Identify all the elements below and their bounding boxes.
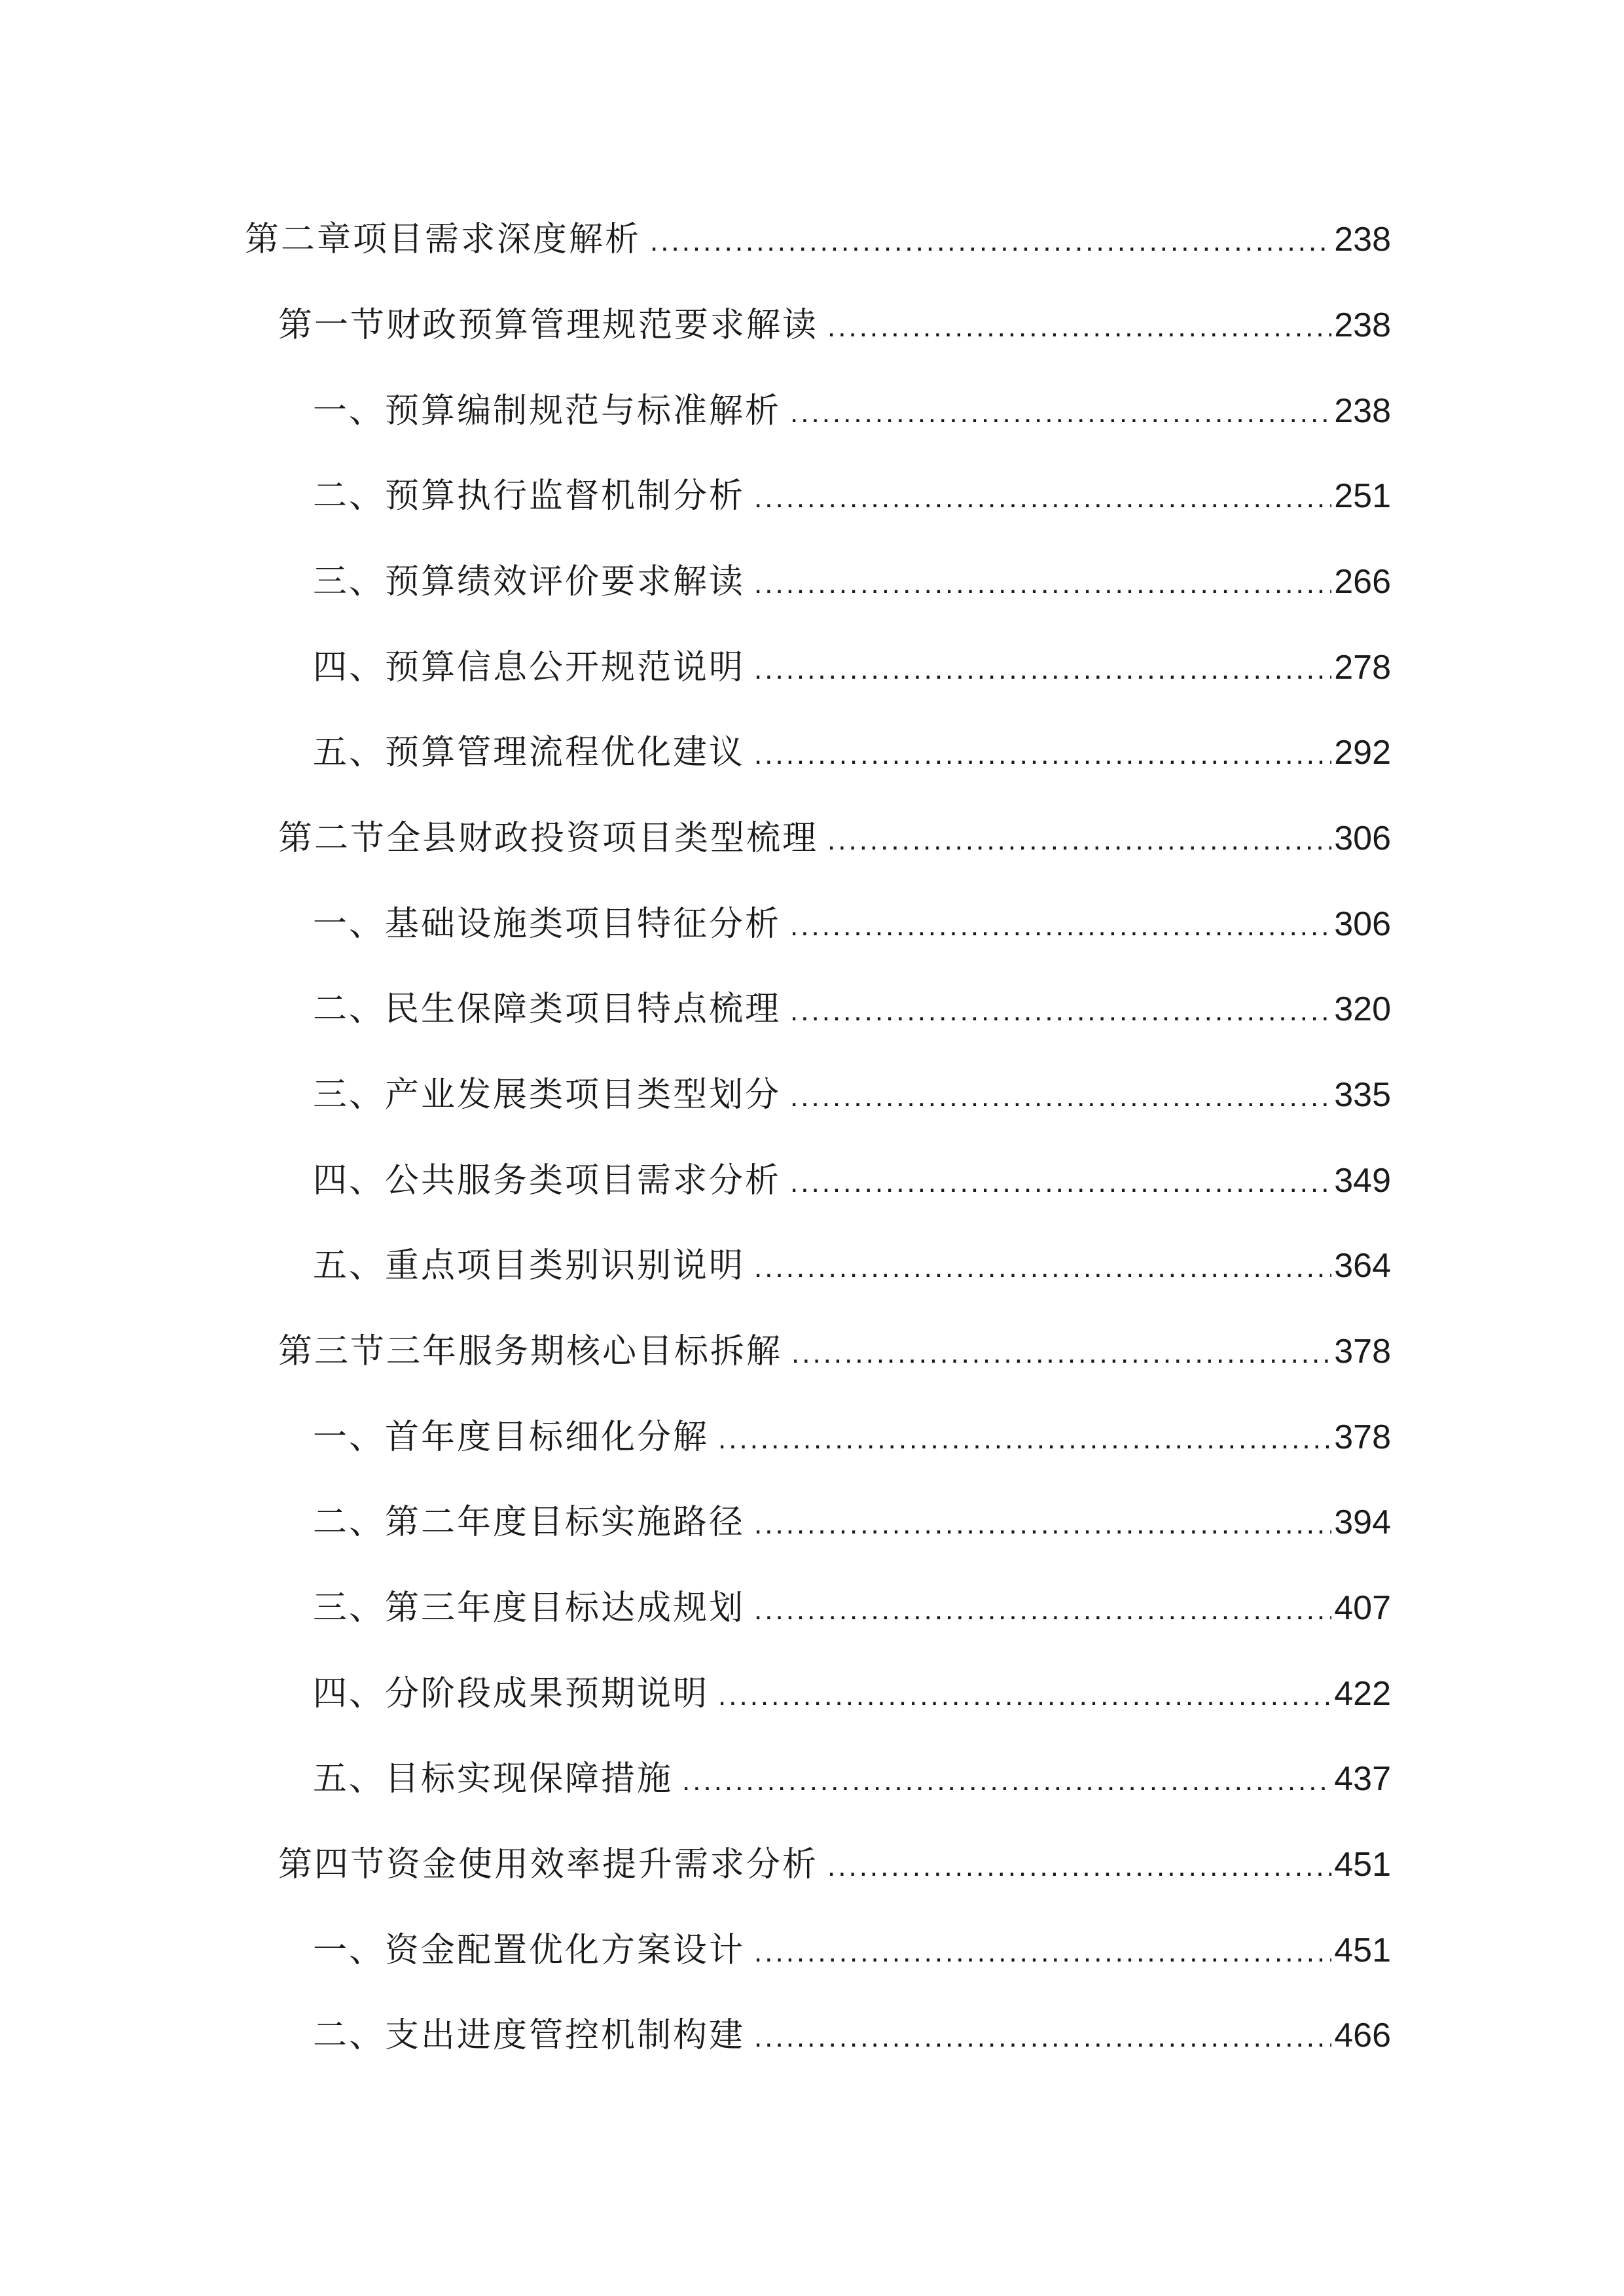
- toc-entry-page: 320: [1334, 990, 1391, 1028]
- toc-entry-page: 238: [1334, 221, 1391, 259]
- toc-entry-item[interactable]: [313, 1069, 1391, 1121]
- toc-dot-leader: [682, 1755, 1331, 1807]
- toc-entry-title: 第二章项目需求深度解析: [245, 220, 641, 259]
- toc-entry-title: 二、民生保障类项目特点梳理: [313, 990, 782, 1029]
- toc-entry-item[interactable]: [313, 1496, 1391, 1549]
- toc-entry-title: 第四节资金使用效率提升需求分析: [278, 1845, 819, 1884]
- toc-entry-page: 292: [1334, 734, 1391, 772]
- toc-entry-page: 364: [1334, 1247, 1391, 1285]
- toc-entry-item[interactable]: [313, 1582, 1391, 1634]
- toc-entry-page: 422: [1334, 1675, 1391, 1713]
- toc-dot-leader: [754, 558, 1331, 610]
- toc-dot-leader: [827, 1840, 1331, 1893]
- toc-entry-item[interactable]: [313, 1240, 1391, 1292]
- toc-entry-title: 三、预算绩效评价要求解读: [313, 562, 746, 601]
- toc-entry-item[interactable]: [313, 641, 1391, 694]
- toc-entry-page: 306: [1334, 819, 1391, 857]
- toc-entry-page: 251: [1334, 477, 1391, 515]
- toc-entry-page: 466: [1334, 2017, 1391, 2054]
- toc-entry-page: 407: [1334, 1589, 1391, 1627]
- toc-dot-leader: [754, 643, 1331, 696]
- toc-dot-leader: [718, 1413, 1331, 1465]
- toc-dot-leader: [790, 985, 1331, 1037]
- toc-entry-page: 378: [1334, 1333, 1391, 1371]
- toc-dot-leader: [754, 2011, 1331, 2064]
- toc-entry-title: 第一节财政预算管理规范要求解读: [278, 306, 819, 345]
- toc-dot-leader: [754, 472, 1331, 524]
- toc-entry-item[interactable]: [313, 1753, 1391, 1805]
- toc-entry-item[interactable]: [313, 556, 1391, 608]
- toc-entry-page: 335: [1334, 1076, 1391, 1114]
- toc-entry-item[interactable]: [313, 470, 1391, 522]
- toc-entry-title: 四、公共服务类项目需求分析: [313, 1161, 782, 1200]
- toc-entry-item[interactable]: [313, 1668, 1391, 1720]
- toc-entry-page: 266: [1334, 563, 1391, 601]
- toc-entry-page: 278: [1334, 649, 1391, 687]
- toc-entry-item[interactable]: [313, 898, 1391, 950]
- toc-entry-page: 378: [1334, 1418, 1391, 1456]
- toc-entry-page: 306: [1334, 905, 1391, 943]
- toc-dot-leader: [754, 1584, 1331, 1636]
- toc-dot-leader: [754, 728, 1331, 781]
- toc-entry-title: 三、产业发展类项目类型划分: [313, 1075, 782, 1115]
- toc-entry-title: 二、预算执行监督机制分析: [313, 476, 746, 516]
- toc-entry-title: 五、目标实现保障措施: [313, 1759, 674, 1799]
- toc-dot-leader: [827, 814, 1331, 867]
- toc-entry-page: 451: [1334, 1846, 1391, 1884]
- toc-entry-item[interactable]: [313, 1155, 1391, 1207]
- toc-dot-leader: [827, 301, 1331, 353]
- toc-entry-title: 二、支出进度管控机制构建: [313, 2016, 746, 2055]
- toc-entry-title: 五、预算管理流程优化建议: [313, 733, 746, 772]
- toc-entry-item[interactable]: [313, 1924, 1391, 1977]
- toc-entry-title: 一、资金配置优化方案设计: [313, 1931, 746, 1970]
- toc-entry-item[interactable]: [313, 1411, 1391, 1463]
- toc-entry-title: 五、重点项目类别识别说明: [313, 1246, 746, 1285]
- toc-entry-title: 第三节三年服务期核心目标拆解: [278, 1332, 783, 1371]
- toc-entry-section-4[interactable]: [278, 1839, 1391, 1891]
- toc-entry-chapter-2[interactable]: [245, 213, 1391, 266]
- toc-entry-title: 一、首年度目标细化分解: [313, 1418, 710, 1457]
- toc-dot-leader: [754, 1498, 1331, 1551]
- toc-entry-title: 三、第三年度目标达成规划: [313, 1588, 746, 1628]
- toc-entry-item[interactable]: [313, 983, 1391, 1035]
- toc-entry-title: 四、分阶段成果预期说明: [313, 1674, 710, 1713]
- toc-entry-section-1[interactable]: [278, 299, 1391, 351]
- toc-entry-title: 一、基础设施类项目特征分析: [313, 905, 782, 944]
- toc-entry-title: 四、预算信息公开规范说明: [313, 648, 746, 687]
- toc-entry-page: 451: [1334, 1931, 1391, 1969]
- toc-entry-title: 第二节全县财政投资项目类型梳理: [278, 819, 819, 858]
- toc-entry-item[interactable]: [313, 726, 1391, 779]
- toc-entry-page: 238: [1334, 392, 1391, 430]
- toc-entry-section-3[interactable]: [278, 1325, 1391, 1378]
- toc-dot-leader: [754, 1926, 1331, 1979]
- toc-dot-leader: [650, 215, 1331, 268]
- toc-dot-leader: [790, 387, 1331, 439]
- toc-entry-section-2[interactable]: [278, 812, 1391, 865]
- toc-entry-page: 238: [1334, 306, 1391, 344]
- toc-entry-page: 394: [1334, 1503, 1391, 1541]
- toc-entry-title: 二、第二年度目标实施路径: [313, 1503, 746, 1542]
- toc-entry-item[interactable]: [313, 385, 1391, 437]
- toc-entry-page: 349: [1334, 1162, 1391, 1200]
- toc-entry-page: 437: [1334, 1760, 1391, 1798]
- toc-entry-item[interactable]: [313, 2009, 1391, 2062]
- toc-dot-leader: [790, 900, 1331, 952]
- toc-dot-leader: [791, 1327, 1331, 1380]
- toc-dot-leader: [754, 1242, 1331, 1294]
- toc-dot-leader: [718, 1670, 1331, 1722]
- toc-entry-title: 一、预算编制规范与标准解析: [313, 391, 782, 431]
- toc-dot-leader: [790, 1157, 1331, 1209]
- toc-dot-leader: [790, 1071, 1331, 1123]
